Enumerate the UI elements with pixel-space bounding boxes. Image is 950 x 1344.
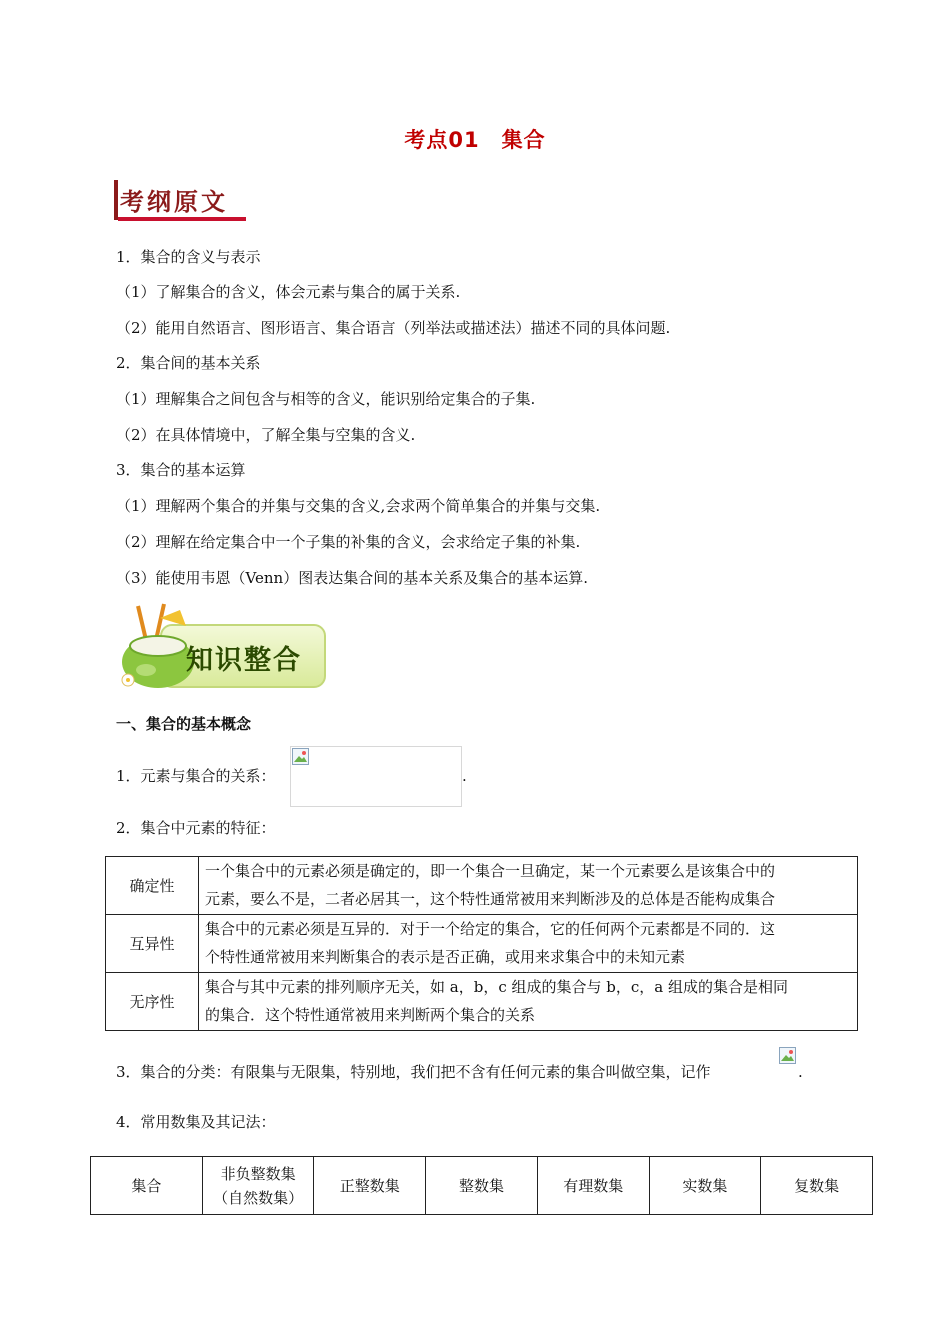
feature-desc-line: 集合与其中元素的排列顺序无关，如 a，b，c 组成的集合与 b，c，a 组成的集合是相同: [205, 978, 788, 996]
item3-period: .: [798, 1063, 803, 1081]
table-row: [106, 973, 858, 1031]
cell-line: （自然数集）: [213, 1188, 304, 1207]
table-row: [106, 915, 858, 973]
feature-name: 无序性: [106, 973, 199, 1031]
feature-name: 互异性: [106, 915, 199, 973]
syllabus-line: （2）在具体情境中，了解全集与空集的含义.: [116, 426, 416, 444]
syllabus-line: （2）能用自然语言、图形语言、集合语言（列举法或描述法）描述不同的具体问题.: [116, 319, 671, 337]
syllabus-line: （3）能使用韦恩（Venn）图表达集合间的基本关系及集合的基本运算.: [116, 569, 588, 587]
page-title: [0, 124, 950, 154]
item1-period: .: [462, 767, 467, 785]
item4-text: 4．常用数集及其记法：: [116, 1113, 276, 1131]
syllabus-line: 3．集合的基本运算: [116, 461, 246, 479]
formula-image: [290, 746, 462, 807]
knowledge-badge-text: 知识整合: [186, 645, 302, 676]
syllabus-line: （1）了解集合的含义，体会元素与集合的属于关系.: [116, 283, 461, 301]
table-row: [91, 1157, 873, 1215]
feature-desc-line: 集合中的元素必须是互异的．对于一个给定的集合，它的任何两个元素都是不同的．这: [205, 920, 776, 938]
feature-desc-line: 的集合．这个特性通常被用来判断两个集合的关系: [205, 1006, 536, 1024]
table-cell: 有理数集: [537, 1157, 649, 1215]
item1-text: 1．元素与集合的关系：: [116, 767, 276, 785]
syllabus-line: （1）理解集合之间包含与相等的含义，能识别给定集合的子集.: [116, 390, 536, 408]
number-sets-table: [90, 1156, 873, 1215]
feature-desc-line: 元素，要么不是，二者必居其一，这个特性通常被用来判断涉及的总体是否能构成集合: [205, 890, 776, 908]
features-table: [105, 856, 858, 1031]
feature-desc-line: 一个集合中的元素必须是确定的，即一个集合一旦确定，某一个元素要么是该集合中的: [205, 862, 776, 880]
syllabus-line: 2．集合间的基本关系: [116, 354, 261, 372]
section-heading: 一、集合的基本概念: [116, 715, 252, 733]
table-header-cell: 集合: [91, 1157, 203, 1215]
feature-desc-line: 个特性通常被用来判断集合的表示是否正确，或用来求集合中的未知元素: [205, 948, 686, 966]
syllabus-badge: [114, 180, 248, 224]
table-cell: 正整数集: [314, 1157, 426, 1215]
syllabus-badge-text: 考纲原文: [120, 187, 228, 216]
table-cell: 复数集: [761, 1157, 873, 1215]
broken-image-icon: [292, 748, 309, 765]
knowledge-badge: [116, 600, 336, 692]
feature-desc: [199, 915, 858, 973]
syllabus-line: 1．集合的含义与表示: [116, 248, 261, 266]
syllabus-line: （2）理解在给定集合中一个子集的补集的含义，会求给定子集的补集.: [116, 533, 581, 551]
feature-name: 确定性: [106, 857, 199, 915]
table-cell: 整数集: [426, 1157, 538, 1215]
item2-text: 2．集合中元素的特征：: [116, 819, 276, 837]
table-cell: [202, 1157, 314, 1215]
table-row: [106, 857, 858, 915]
title-topic: 集合: [501, 128, 546, 152]
title-code: 考点01: [404, 128, 480, 152]
table-cell: 实数集: [649, 1157, 761, 1215]
feature-desc: [199, 857, 858, 915]
cell-line: 非负整数集: [220, 1164, 296, 1183]
item3-text: 3．集合的分类：有限集与无限集，特别地，我们把不含有任何元素的集合叫做空集，记作: [116, 1063, 711, 1081]
broken-image-icon: [779, 1047, 796, 1064]
feature-desc: [199, 973, 858, 1031]
syllabus-line: （1）理解两个集合的并集与交集的含义,会求两个简单集合的并集与交集.: [116, 497, 601, 515]
